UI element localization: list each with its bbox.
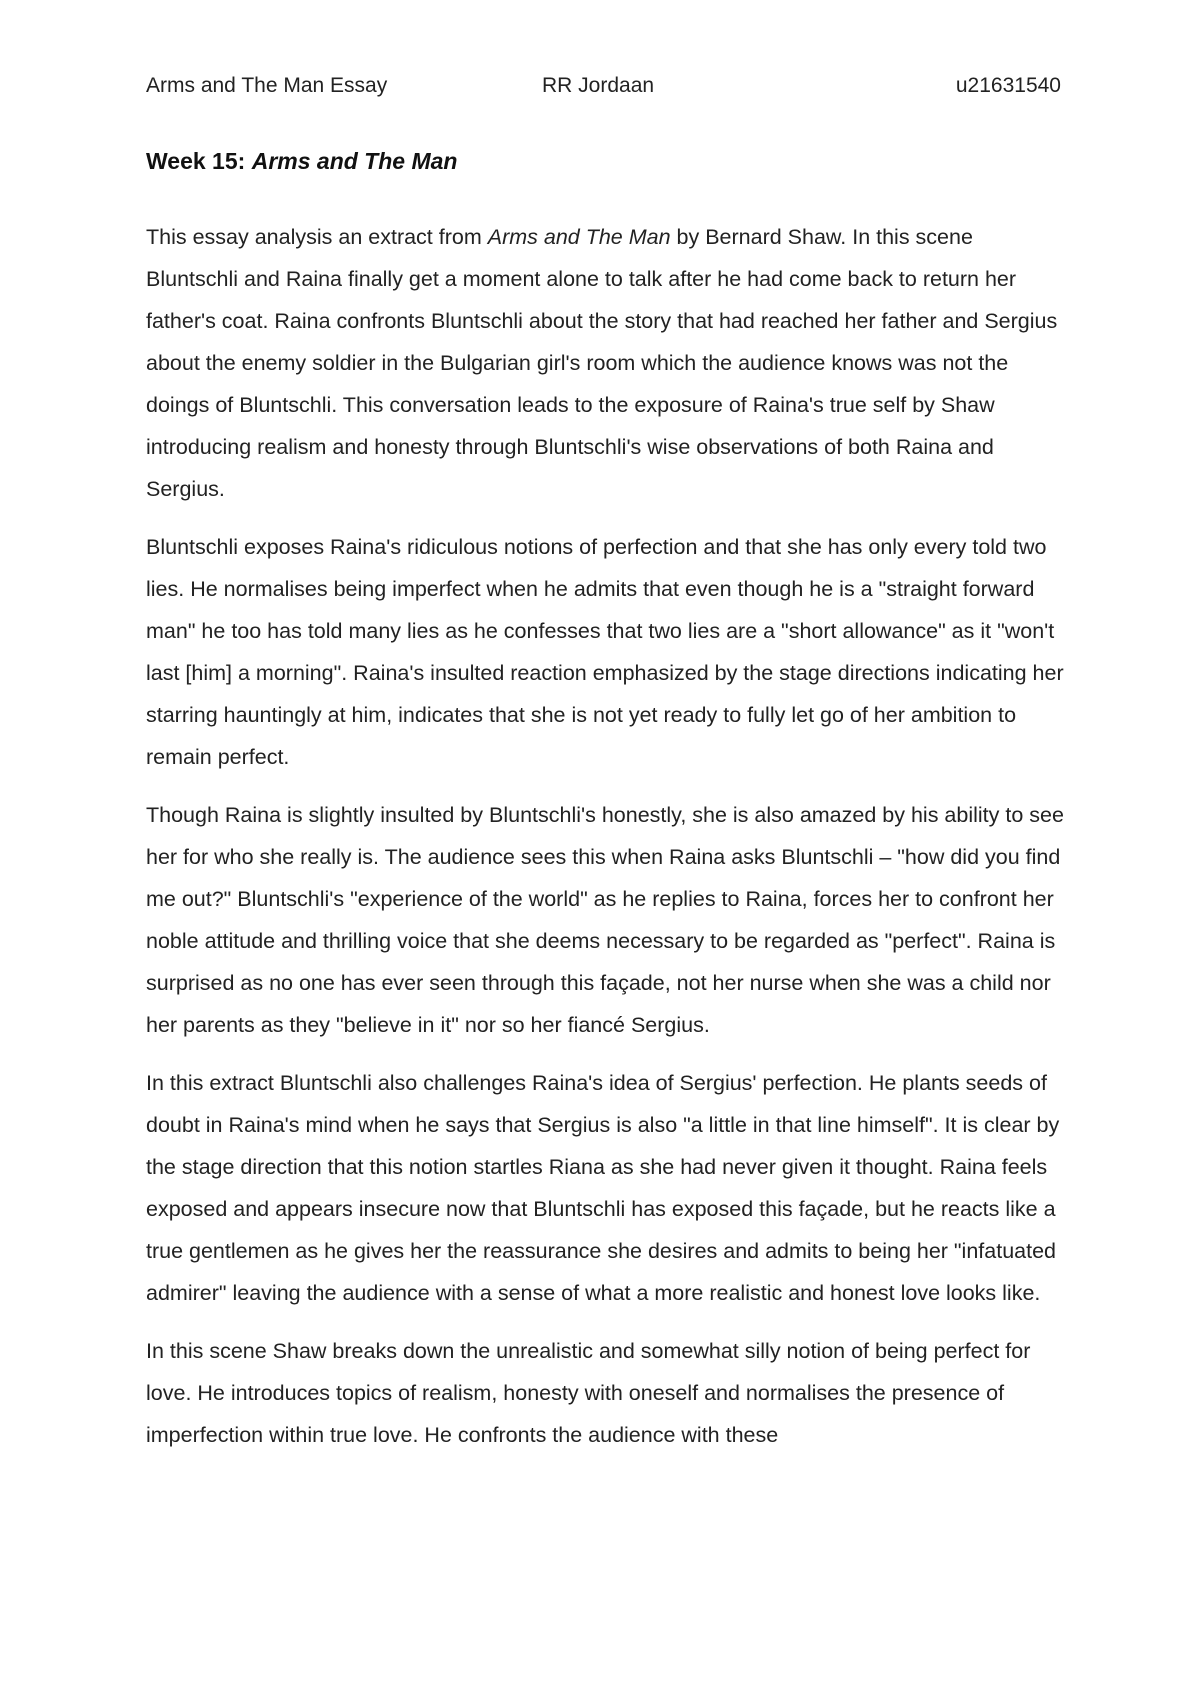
paragraph-1-before: This essay analysis an extract from xyxy=(146,225,488,249)
paragraph-sergius: In this extract Bluntschli also challenges Raina's idea of Sergius' perfection. He plants seeds of doubt in Raina's mind when he says that Sergius is also "a little in that line himself". It is clear by the stage direction that this notion startles Riana as she had never given it thought. Raina feels exposed and appears insecure now that Bluntschli has exposed this façade, but he reacts like a true gentlemen as he gives her the reassurance she desires and admits to being her "infatuated admirer" leaving the audience with a sense of what a more realistic and honest love looks like. xyxy=(146,1071,1060,1305)
title-play-name: Arms and The Man xyxy=(251,148,458,174)
page-header xyxy=(146,70,1061,102)
essay-body xyxy=(146,216,1066,1472)
document-title xyxy=(146,144,457,178)
header-author: RR Jordaan xyxy=(542,74,655,97)
paragraph-1-after: by Bernard Shaw. In this scene Bluntschli and Raina finally get a moment alone to talk after he had come back to return her father's coat. Raina confronts Bluntschli about the story that had reached her father and Sergius about the enemy soldier in the Bulgarian girl's room which the audience knows was not the doings of Bluntschli. This conversation leads to the exposure of Raina's true self by Shaw introducing realism and honesty through Bluntschli's wise observations of both Raina and Sergius. xyxy=(146,225,1058,501)
paragraph-introduction xyxy=(146,216,1066,510)
title-prefix: Week 15: xyxy=(146,148,252,174)
paragraph-1-play-name: Arms and The Man xyxy=(487,225,671,249)
header-student-number: u21631540 xyxy=(955,74,1061,97)
header-essay-title: Arms and The Man Essay xyxy=(146,74,388,97)
paragraph-conclusion: In this scene Shaw breaks down the unrealistic and somewhat silly notion of being perfect for love. He introduces topics of realism, honesty with oneself and normalises the presence of imperfection within true love. He confronts the audience with these xyxy=(146,1339,1031,1447)
paragraph-facade: Though Raina is slightly insulted by Bluntschli's honestly, she is also amazed by his ability to see her for who she really is. The audience sees this when Raina asks Bluntschli – "how did you find me out?" Bluntschli's "experience of the world" as he replies to Raina, forces her to confront her noble attitude and thrilling voice that she deems necessary to be regarded as "perfect". Raina is surprised as no one has ever seen through this façade, not her nurse when she was a child nor her parents as they "believe in it" nor so her fiancé Sergius. xyxy=(146,803,1064,1037)
paragraph-lies: Bluntschli exposes Raina's ridiculous notions of perfection and that she has only every told two lies. He normalises being imperfect when he admits that even though he is a "straight forward man" he too has told many lies as he confesses that two lies are a "short allowance" as it "won't last [him] a morning". Raina's insulted reaction emphasized by the stage directions indicating her starring hauntingly at him, indicates that she is not yet ready to fully let go of her ambition to remain perfect. xyxy=(146,535,1064,769)
